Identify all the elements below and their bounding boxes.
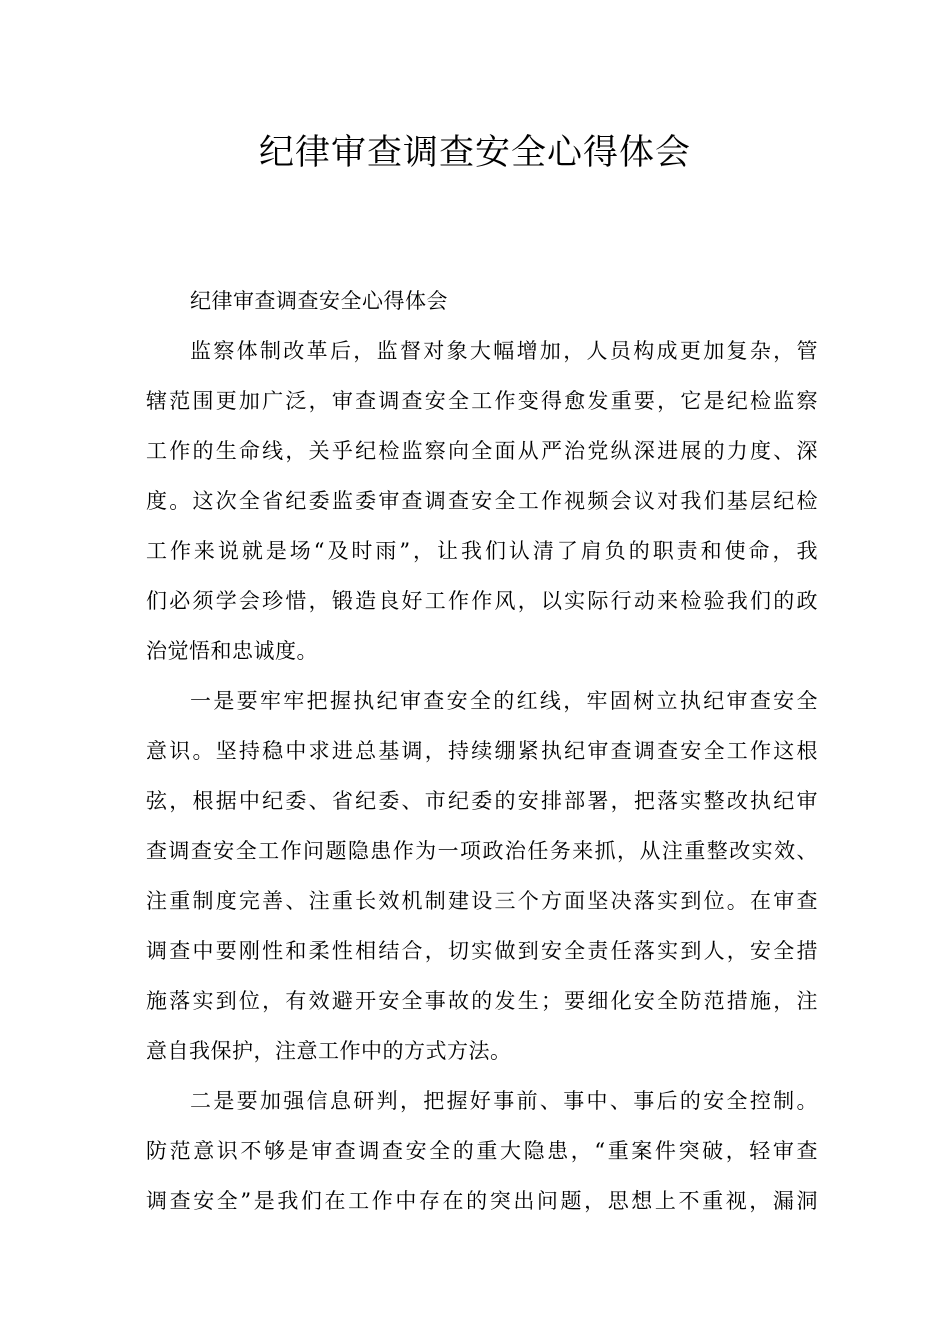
text-line: 工作来说就是场“及时雨”，让我们认清了肩负的职责和使命，我 [146,539,818,563]
text-line: 防范意识不够是审查调查安全的重大隐患，“重案件突破，轻审查 [146,1139,818,1163]
text-line: 治觉悟和忠诚度。 [146,639,318,663]
text-line: 监察体制改革后，监督对象大幅增加，人员构成更加复杂，管 [190,339,818,363]
text-line: 调查安全”是我们在工作中存在的突出问题，思想上不重视，漏洞 [146,1189,818,1213]
document-body [146,276,818,1226]
text-line: 纪律审查调查安全心得体会 [190,289,448,313]
text-line: 意自我保护，注意工作中的方式方法。 [146,1039,512,1063]
text-line: 度。这次全省纪委监委审查调查安全工作视频会议对我们基层纪检 [146,489,818,513]
text-line: 们必须学会珍惜，锻造良好工作作风，以实际行动来检验我们的政 [146,589,818,613]
text-line: 弦，根据中纪委、省纪委、市纪委的安排部署，把落实整改执纪审 [146,789,818,813]
text-line: 调查中要刚性和柔性相结合，切实做到安全责任落实到人，安全措 [146,939,818,963]
text-line: 注重制度完善、注重长效机制建设三个方面坚决落实到位。在审查 [146,889,818,913]
text-line: 施落实到位，有效避开安全事故的发生；要细化安全防范措施，注 [146,989,818,1013]
document-title: 纪律审查调查安全心得体会 [258,133,691,173]
text-line: 一是要牢牢把握执纪审查安全的红线，牢固树立执纪审查安全 [190,689,818,713]
text-line: 意识。坚持稳中求进总基调，持续绷紧执纪审查调查安全工作这根 [146,739,818,763]
text-line: 查调查安全工作问题隐患作为一项政治任务来抓，从注重整改实效、 [146,839,818,863]
text-line: 工作的生命线，关乎纪检监察向全面从严治党纵深进展的力度、深 [146,439,818,463]
text-line: 二是要加强信息研判，把握好事前、事中、事后的安全控制。 [190,1089,818,1113]
text-line: 辖范围更加广泛，审查调查安全工作变得愈发重要，它是纪检监察 [146,389,818,413]
